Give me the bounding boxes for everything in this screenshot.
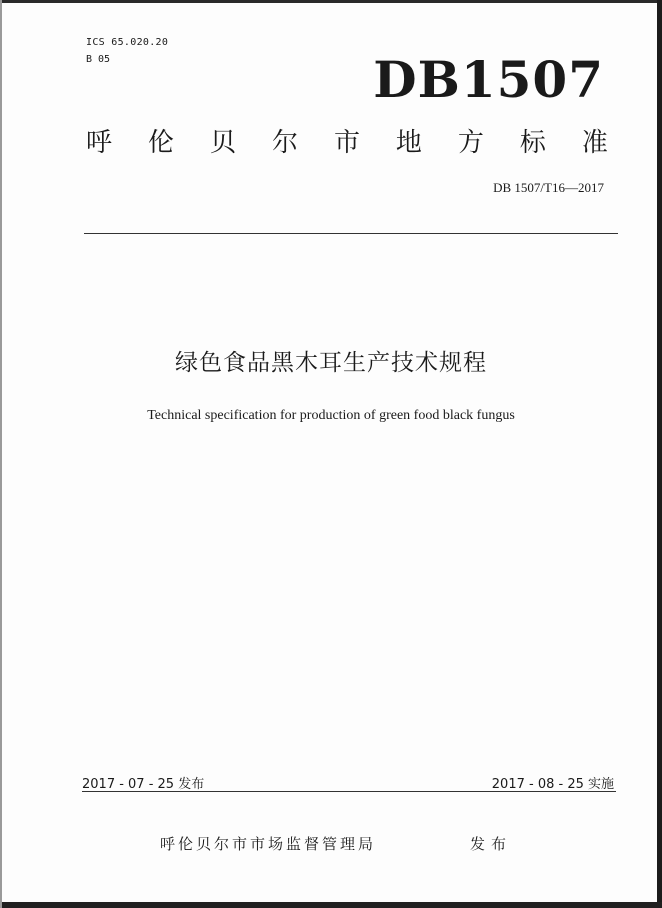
local-standard-char: 贝	[209, 128, 236, 158]
document-title-chinese: 绿色食品黑木耳生产技术规程	[175, 350, 487, 376]
scan-border-bottom	[0, 902, 662, 908]
local-standard-char: 标	[519, 128, 546, 158]
scan-border-left	[0, 0, 2, 908]
local-standard-char: 准	[581, 128, 608, 158]
header-divider	[84, 233, 618, 234]
local-standard-char: 尔	[271, 128, 298, 158]
scan-border-top	[0, 0, 662, 3]
classification-code: B 05	[86, 54, 111, 65]
issue-date: 2017 - 07 - 25 发布	[82, 777, 205, 792]
ics-code: ICS 65.020.20	[86, 37, 169, 48]
local-standard-char: 市	[333, 128, 360, 158]
db-code-heading: DB1507	[373, 50, 604, 109]
local-standard-char: 伦	[147, 128, 174, 158]
scan-border-right	[657, 0, 662, 908]
local-standard-heading	[86, 130, 608, 156]
local-standard-char: 地	[395, 128, 422, 158]
local-standard-char: 方	[457, 128, 484, 158]
document-title-english: Technical specification for production of green food black fungus	[147, 408, 515, 423]
local-standard-char: 呼	[86, 128, 113, 158]
issuing-authority: 呼伦贝尔市市场监督管理局	[160, 835, 377, 853]
implementation-date: 2017 - 08 - 25 实施	[491, 777, 614, 792]
footer-divider	[82, 791, 616, 792]
issuing-authority-suffix: 发布	[470, 835, 513, 853]
standard-number: DB 1507/T16—2017	[493, 180, 604, 195]
